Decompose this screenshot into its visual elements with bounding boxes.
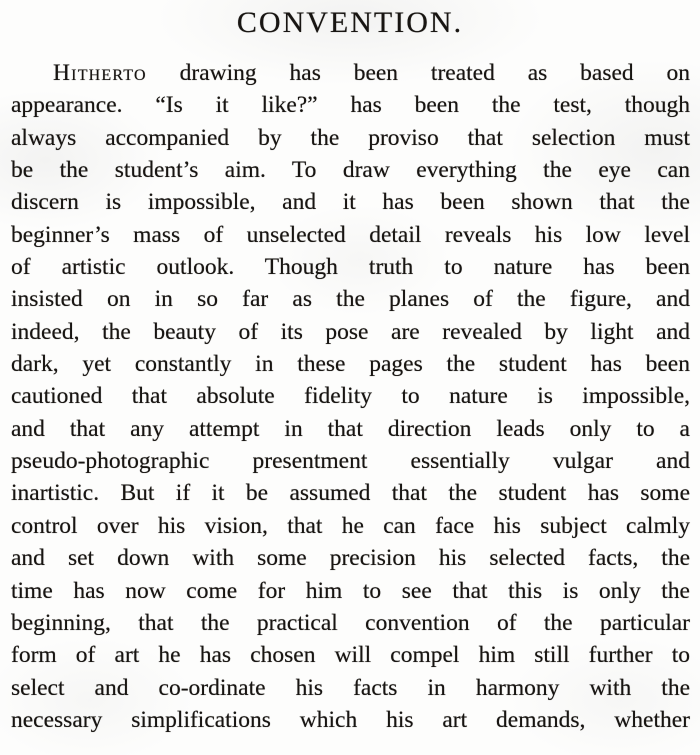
paragraph-line: indeed, the beauty of its pose are revealed by light and [11,318,690,345]
paragraph-line: be the student’s aim. To draw everything the eye can [11,157,690,184]
paragraph-line: discern is impossible, and it has been shown that the [11,189,690,216]
paragraph-line: and set down with some precision his selected facts, the [11,545,690,572]
paragraph-line: cautioned that absolute fidelity to nature is impossible, [11,383,690,410]
paragraph-line: appearance. “Is it like?” has been the test, though [11,92,690,119]
paragraph-line: control over his vision, that he can face his subject calmly [11,512,690,539]
paragraph-line: time has now come for him to see that this is only the [11,577,690,604]
body-paragraph [11,57,690,736]
paragraph-line: insisted on in so far as the planes of the figure, and [11,286,690,313]
paragraph-line: necessary simplifications which his art demands, whether [11,706,690,733]
paragraph-line: dark, yet constantly in these pages the student has been [11,351,690,378]
page-title: CONVENTION. [236,6,464,39]
paragraph-line: select and co-ordinate his facts in harmony with the [11,674,690,701]
paragraph-line: beginning, that the practical convention of the particular [11,609,690,636]
paragraph-line: of artistic outlook. Though truth to nature has been [11,254,690,281]
paragraph-line: always accompanied by the proviso that selection must [11,124,690,151]
paragraph-line: form of art he has chosen will compel him still further to [11,642,690,669]
lead-word-smallcaps: Hitherto [53,60,147,86]
paragraph-line: beginner’s mass of unselected detail reveals his low level [11,221,690,248]
paragraph-line [11,57,690,89]
paragraph-line-text: drawing has been treated as based on [179,60,691,86]
paragraph-line: inartistic. But if it be assumed that the student has some [11,480,690,507]
paragraph-line: pseudo-photographic presentment essentially vulgar and [11,448,690,475]
paragraph-line: and that any attempt in that direction leads only to a [11,415,690,442]
